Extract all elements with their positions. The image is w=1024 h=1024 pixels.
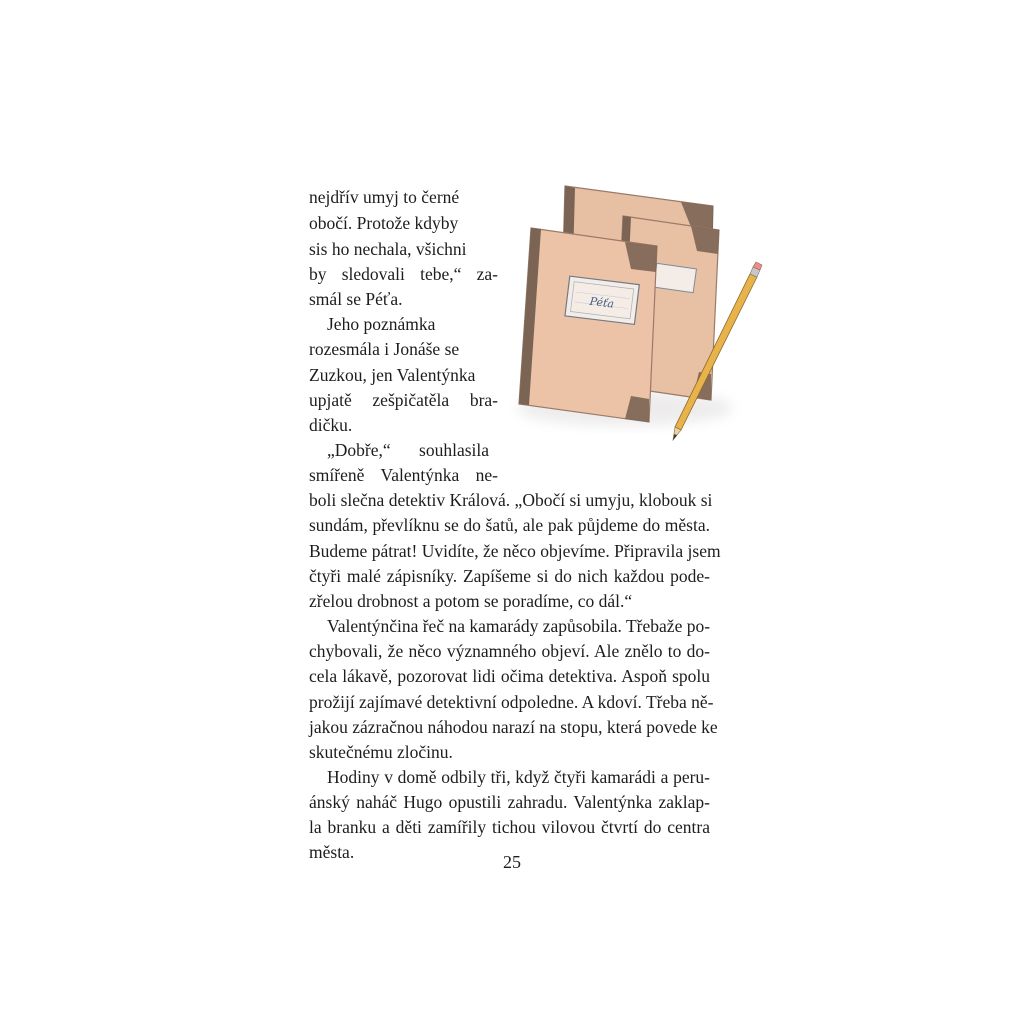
text-line: Jeho poznámka bbox=[327, 314, 436, 334]
text-line: prožijí zajímavé detektivní odpoledne. A kdoví. Třeba ně- bbox=[309, 692, 714, 712]
text-line: nejdřív umyj to černé bbox=[309, 187, 460, 207]
text-line: jakou zázračnou náhodou narazí na stopu, která povede ke bbox=[309, 717, 718, 737]
notebooks-illustration bbox=[505, 176, 767, 446]
text-line: smál se Péťa. bbox=[309, 289, 403, 309]
text-line: smířeně Valentýnka ne- bbox=[309, 465, 498, 485]
text-line: chybovali, že něco významného objeví. Ale znělo to do- bbox=[309, 641, 710, 661]
text-line: sundám, převlíknu se do šatů, ale pak půjdeme do města. bbox=[309, 515, 710, 535]
text-line: „Dobře,“ souhlasila bbox=[327, 440, 490, 460]
text-line: Valentýnčina řeč na kamarády zapůsobila. Třebaže po- bbox=[327, 616, 711, 636]
notebook-front bbox=[519, 228, 657, 422]
text-line: čtyři malé zápisníky. Zapíšeme si do nich každou pode- bbox=[309, 566, 710, 586]
text-line: Budeme pátrat! Uvidíte, že něco objevíme. Připravila jsem bbox=[309, 541, 721, 561]
text-line: skutečnému zločinu. bbox=[309, 742, 453, 762]
text-line: sis ho nechala, všichni bbox=[309, 239, 467, 259]
text-line: města. bbox=[309, 842, 355, 862]
text-line: by sledovali tebe,“ za- bbox=[309, 264, 498, 284]
text-line: cela lákavě, pozorovat lidi očima detektiva. Aspoň spolu bbox=[309, 666, 710, 686]
text-line: Zuzkou, jen Valentýnka bbox=[309, 365, 476, 385]
text-line: ánský naháč Hugo opustili zahradu. Valentýnka zaklap- bbox=[309, 792, 710, 812]
text-line: zřelou drobnost a potom se poradíme, co dál.“ bbox=[309, 591, 633, 611]
text-line: rozesmála i Jonáše se bbox=[309, 339, 460, 359]
text-line: dičku. bbox=[309, 415, 353, 435]
text-line: obočí. Protože kdyby bbox=[309, 213, 459, 233]
page-number: 25 bbox=[503, 852, 521, 872]
text-line: la branku a děti zamířily tichou vilovou čtvrtí do centra bbox=[309, 817, 710, 837]
text-line: boli slečna detektiv Králová. „Obočí si umyju, klobouk si bbox=[309, 490, 713, 510]
text-line: Hodiny v domě odbily tři, když čtyři kamarádi a peru- bbox=[327, 767, 710, 787]
text-line: upjatě zešpičatěla bra- bbox=[309, 390, 498, 410]
notebook-label: Péťa bbox=[588, 294, 615, 311]
